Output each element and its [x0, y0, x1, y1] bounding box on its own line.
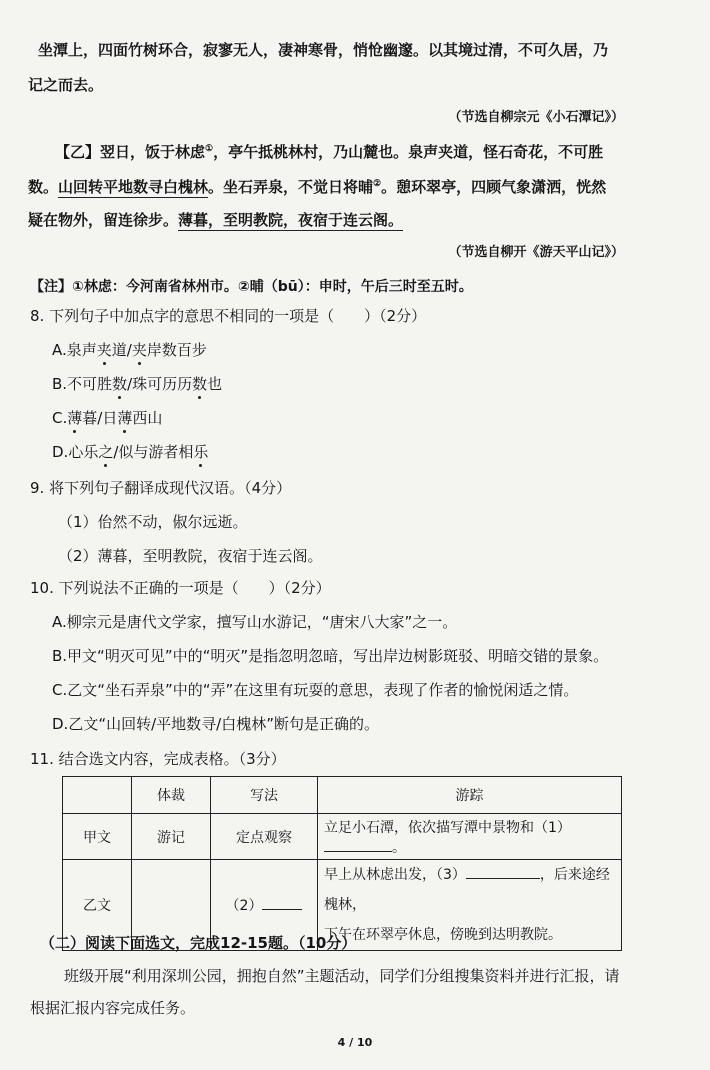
q8-d-dotted-1: 之 — [98, 443, 114, 461]
q8-c-part1: C. — [52, 409, 68, 427]
q9-item-1: （1）佁然不动，俶尔远逝。 — [58, 513, 248, 531]
row-b-trail-post: ，后来途经槐林， — [324, 867, 610, 913]
q8-a-part2: 道/ — [111, 341, 132, 359]
q8-b-part1: B.不可胜 — [52, 375, 113, 393]
q11-stem: 11. 结合选文内容，完成表格。（3分） — [30, 750, 286, 768]
passage-b-source: （节选自柳开《游天平山记》） — [448, 245, 624, 260]
answer-blank-2[interactable] — [262, 909, 302, 910]
q8-option-a — [52, 340, 207, 360]
q8-option-d — [52, 442, 208, 462]
passage-a-line-2: 记之而去。 — [28, 76, 104, 94]
q10-option-c: C.乙文“坐石弄泉”中的“弄”在这里有玩耍的意思，表现了作者的愉悦闲适之情。 — [52, 681, 579, 699]
q8-stem: 8. 下列句子中加点字的意思不相同的一项是（ ）（2分） — [30, 307, 427, 325]
section-2-para-line-1: 班级开展“利用深圳公园，拥抱自然”主题活动，同学们分组搜集资料并进行汇报，请 — [64, 967, 620, 985]
passage-b-line-2-pre: 数。 — [28, 178, 59, 196]
answer-blank-3[interactable] — [466, 878, 540, 879]
q8-a-part1: A.泉声 — [52, 341, 97, 359]
page-number: 4 / 10 — [337, 1036, 373, 1049]
passage-b-line-1-pre: 【乙】翌日，饭于林虑 — [55, 143, 206, 161]
passage-b-line-3-pre: 疑在物外，留连徐步。 — [28, 211, 179, 229]
underlined-sentence-1: 山回转平地数寻白槐林 — [58, 178, 209, 196]
note-mark-2: ② — [373, 179, 382, 189]
section-2-para-line-2: 根据汇报内容完成任务。 — [30, 999, 196, 1017]
q8-d-part2: /似与游者相 — [113, 443, 194, 461]
passage-b-line-2-post: 。憩环翠亭，四顾气象潇洒，恍然 — [381, 178, 607, 196]
row-b-trail-line-2: 下午在环翠亭休息，傍晚到达明教院。 — [324, 927, 562, 943]
section-2-heading: （二）阅读下面选文，完成12-15题。（10分） — [40, 934, 357, 952]
q8-a-dotted-2: 夹 — [131, 341, 147, 359]
q8-b-part3: 也 — [207, 375, 223, 393]
row-a-trail-end: 。 — [392, 839, 406, 856]
q8-b-dotted-2: 数 — [192, 375, 208, 393]
q10-option-b: B.甲文“明灭可见”中的“明灭”是指忽明忽暗，写出岸边树影斑驳、明暗交错的景象。 — [52, 647, 609, 665]
table-header-trail: 游踪 — [318, 777, 622, 814]
q8-b-dotted-1: 数 — [112, 375, 128, 393]
q8-option-b — [52, 374, 222, 394]
row-b-trail-pre: 早上从林虑出发，（3） — [324, 867, 466, 883]
q8-a-dotted-1: 夹 — [96, 341, 112, 359]
passage-b-line-2 — [28, 177, 606, 197]
row-b-trail — [318, 860, 622, 951]
q8-c-dotted-2: 薄 — [117, 409, 133, 427]
q8-d-part1: D.心乐 — [52, 443, 99, 461]
q8-d-dotted-2: 乐 — [193, 443, 209, 461]
note-mark-1: ① — [205, 144, 214, 154]
passage-b-line-1-post: ，亭午抵桃林村，乃山麓也。泉声夹道，怪石奇花，不可胜 — [213, 143, 604, 161]
q8-option-c — [52, 408, 162, 428]
q10-option-a: A.柳宗元是唐代文学家，擅写山水游记，“唐宋八大家”之一。 — [52, 613, 458, 631]
passage-a-line-1: 坐潭上，四面竹树环合，寂寥无人，凄神寒骨，悄怆幽邃。以其境过清，不可久居，乃 — [38, 41, 609, 59]
passage-b-line-3 — [28, 210, 403, 230]
q11-table — [62, 776, 622, 951]
q8-c-dotted-1: 薄 — [67, 409, 83, 427]
q8-b-part2: /珠可历历 — [127, 375, 193, 393]
annotation-note: 【注】①林虑：今河南省林州市。②晡（bū）：申时，午后三时至五时。 — [30, 279, 473, 295]
row-a-label: 甲文 — [63, 814, 132, 860]
q10-stem: 10. 下列说法不正确的一项是（ ）（2分） — [30, 579, 331, 597]
row-a-trail — [318, 814, 622, 860]
q9-stem: 9. 将下列句子翻译成现代汉语。（4分） — [30, 479, 292, 497]
table-header-genre: 体裁 — [132, 777, 211, 814]
row-a-trail-text: 立足小石潭，依次描写潭中景物和（1） — [324, 819, 571, 836]
row-a-method: 定点观察 — [211, 814, 318, 860]
table-header-method: 写法 — [211, 777, 318, 814]
table-row — [63, 814, 622, 860]
table-header-blank — [63, 777, 132, 814]
table-header-row — [63, 777, 622, 814]
passage-a-source: （节选自柳宗元《小石潭记》） — [448, 110, 624, 125]
passage-b-line-2-mid: 。坐石弄泉，不觉日将晡 — [208, 178, 374, 196]
row-a-genre: 游记 — [132, 814, 211, 860]
q8-a-part3: 岸数百步 — [146, 341, 207, 359]
q8-c-part3: 西山 — [132, 409, 163, 427]
q10-option-d: D.乙文“山回转/平地数寻/白槐林”断句是正确的。 — [52, 715, 379, 733]
row-b-method-label: （2） — [225, 898, 263, 914]
row-b-label: 乙文 — [63, 860, 132, 951]
q9-item-2: （2）薄暮，至明教院，夜宿于连云阁。 — [58, 547, 323, 565]
passage-b-line-1 — [55, 142, 603, 162]
q8-c-part2: 暮/日 — [82, 409, 118, 427]
underlined-sentence-2: 薄暮，至明教院，夜宿于连云阁。 — [178, 211, 404, 229]
answer-blank-1[interactable] — [324, 851, 392, 852]
